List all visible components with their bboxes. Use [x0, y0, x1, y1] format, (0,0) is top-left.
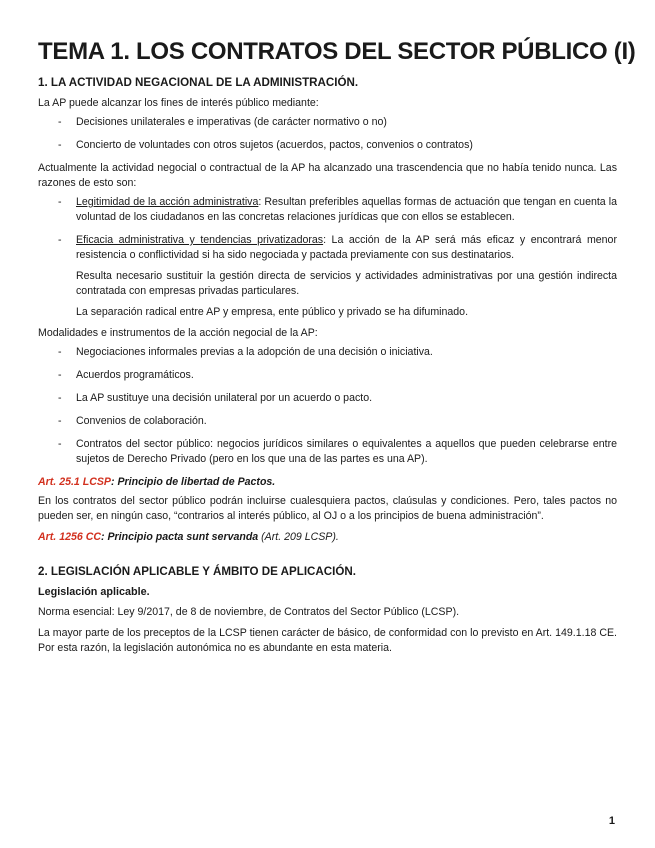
razon-extra-paragraph: La separación radical entre AP y empresa, ente público y privado se ha difuminado. — [76, 306, 469, 318]
list-item: - Contratos del sector público: negocios jurídicos similares o equivalentes a aquellos que pueden celebrarse entre sujetos de Derecho Privado (pero en los que una de las partes es una AP). — [38, 437, 617, 467]
article-reference: Art. 1256 CC — [38, 531, 101, 543]
list-item: - La AP sustituye una decisión unilateral por un acuerdo o pacto. — [38, 391, 617, 406]
actualidad-paragraph: Actualmente la actividad negocial o contractual de la AP ha alcanzado una trascendencia que no había tenido nunca. Las razones de esto son: — [38, 162, 617, 189]
article-reference: Art. 25.1 LCSP — [38, 476, 112, 488]
section-1-heading: 1. LA ACTIVIDAD NEGACIONAL DE LA ADMINISTRACIÓN. — [38, 76, 359, 89]
art-1256-heading — [38, 530, 617, 545]
modalidades-intro: Modalidades e instrumentos de la acción negocial de la AP: — [38, 327, 318, 339]
list-item: - Concierto de voluntades con otros sujetos (acuerdos, pactos, convenios o contratos) — [38, 138, 617, 153]
razon-extra-paragraph: Resulta necesario sustituir la gestión directa de servicios y actividades administrativas por una gestión indirecta contratada con empresas privadas particulares. — [76, 270, 617, 297]
page-number: 1 — [608, 815, 615, 827]
razon-text: : Resultan preferibles aquellas formas de actuación que tengan en cuenta la voluntad de los ciudadanos en las concretas relaciones jurídicas que con ellos se establecen. — [76, 196, 617, 223]
document-page — [38, 38, 636, 662]
article-title: : Principio de libertad de Pactos. — [111, 476, 276, 488]
list-item — [38, 195, 617, 225]
razon-label: Eficacia administrativa y tendencias privatizadoras — [76, 234, 324, 246]
razones-list — [38, 195, 617, 263]
list-item: - Negociaciones informales previas a la adopción de una decisión o iniciativa. — [38, 345, 617, 360]
document-title: TEMA 1. LOS CONTRATOS DEL SECTOR PÚBLICO (I) — [38, 38, 636, 65]
art-25-heading — [38, 475, 617, 490]
section-2-paragraph: Norma esencial: Ley 9/2017, de 8 de noviembre, de Contratos del Sector Público (LCSP). — [38, 606, 460, 618]
art-25-text: En los contratos del sector público podrán incluirse cualesquiera pactos, claúsulas y condiciones. Pero, tales pactos no pueden ser, en ningún caso, “contrarios al interés público, al OJ o a los principios de buena administración”. — [38, 495, 617, 522]
modalidades-list — [38, 345, 617, 467]
razon-text: : La acción de la AP será más eficaz y encontrará menor resistencia o conflictividad si ha sido negociada y pactada previamente con sus destinatarios. — [76, 234, 617, 261]
means-list — [38, 115, 617, 153]
section-2-heading: 2. LEGISLACIÓN APLICABLE Y ÁMBITO DE APLICACIÓN. — [38, 565, 356, 578]
section-2-subheading: Legislación aplicable. — [38, 586, 150, 598]
section-2-paragraph: La mayor parte de los preceptos de la LCSP tienen carácter de básico, de conformidad con lo previsto en Art. 149.1.18 CE. Por esta razón, la legislación autonómica no es abundante en esta materia. — [38, 627, 617, 654]
razon-label: Legitimidad de la acción administrativa — [76, 196, 259, 208]
list-item: - Decisiones unilaterales e imperativas (de carácter normativo o no) — [38, 115, 617, 130]
list-item: - Convenios de colaboración. — [38, 414, 617, 429]
list-item — [38, 233, 617, 263]
article-note: (Art. 209 LCSP). — [258, 531, 339, 543]
list-item: - Acuerdos programáticos. — [38, 368, 617, 383]
section-1-intro: La AP puede alcanzar los fines de interés público mediante: — [38, 97, 319, 109]
article-title: : Principio pacta sunt servanda — [101, 531, 259, 543]
